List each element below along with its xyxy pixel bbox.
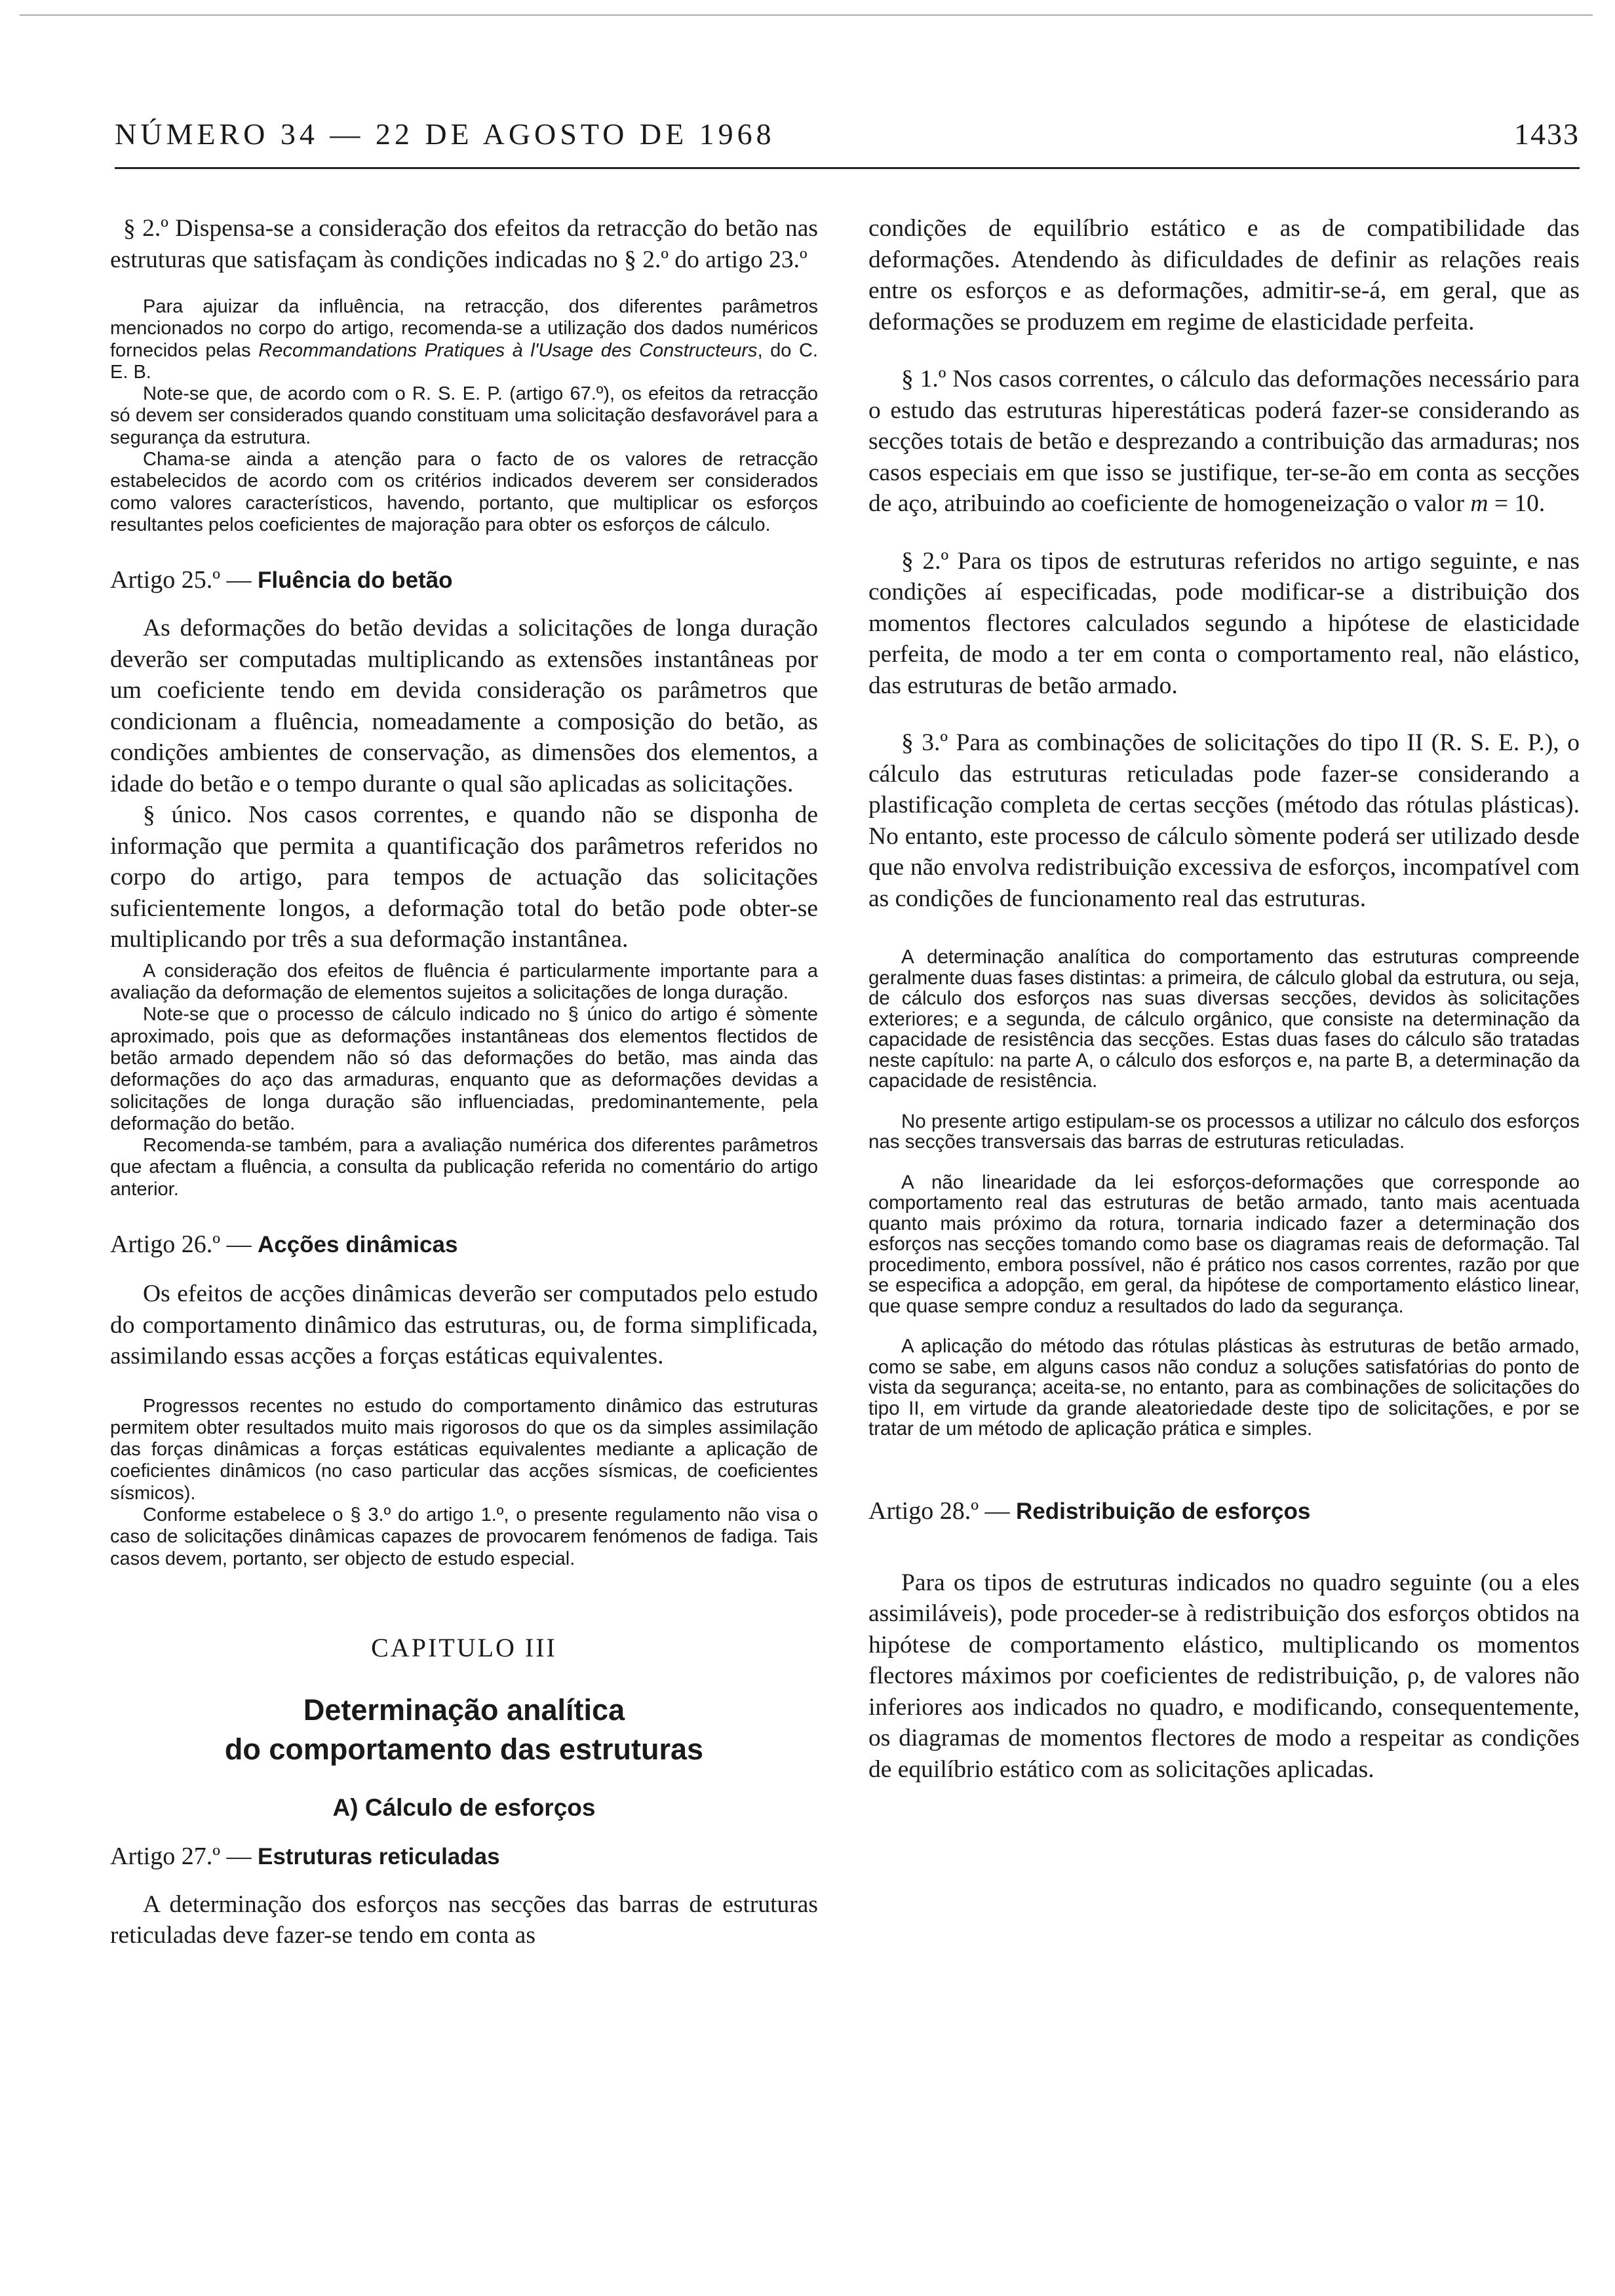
note-fluencia-3: Recomenda-se também, para a avaliação numérica dos diferentes parâmetros que afectam a fluência, a consulta da publicação referida no comentário do artigo anterior. (110, 1135, 818, 1200)
chapter-title-line-2: do comportamento das estruturas (224, 1732, 704, 1766)
page-header (115, 117, 1580, 156)
article-25-heading: Artigo 25.º — Fluência do betão (110, 566, 453, 594)
paragraph-reticuladas: A determinação dos esforços nas secções das barras de estruturas reticuladas deve fazer-se tendo em conta as (110, 1890, 818, 1949)
note-fluencia-2: Note-se que o processo de cálculo indicado no § único do artigo é sòmente aproximado, pois que as deformações instantâneas dos elementos flectidos de betão armado dependem não só das deformações do betão, mas ainda das deformações do aço das armaduras, enquanto que as deformações devidas a solicitações de longa duração são influenciadas, predominantemente, pela deformação do betão. (110, 1004, 818, 1134)
paragraph-retraccao-2: § 2.º Dispensa-se a consideração dos efeitos da retracção do betão nas estruturas que satisfaçam às condições indicadas no § 2.º do artigo 23.º (110, 215, 818, 273)
article-28-heading: Artigo 28.º — Redistribuição de esforços (868, 1497, 1311, 1525)
note-estruturas-1: A determinação analítica do comportamento das estruturas compreende geralmente duas fases distintas: a primeira, de cálculo global da estrutura, ou seja, de cálculo dos esforços nas suas diversas secções, devidos às solicitações exteriores; e a segunda, de cálculo orgânico, que consiste na determinação da capacidade de resistência das secções. Estas duas fases do cálculo são tratadas neste capítulo: na parte A, o cálculo dos esforços e, na parte B, a determinação da capacidade de resistência. (868, 946, 1580, 1092)
paragraph-dinamicas: Os efeitos de acções dinâmicas deverão ser computados pelo estudo do comportamento dinâmico das estruturas, ou, de forma simplificada, assimilando essas acções a forças estáticas equivalentes. (110, 1280, 818, 1370)
right-column (868, 213, 1580, 1785)
note-estruturas-4: A aplicação do método das rótulas plásticas às estruturas de betão armado, como se sabe, em alguns casos não conduz a soluções satisfatórias do ponto de vista da segurança; aceita-se, no entanto, para as combinações de solicitações do tipo II, em virtude da grande aleatoriedade deste tipo de solicitações, e por se tratar de um método de aplicação prática e simples. (868, 1335, 1580, 1440)
article-27-heading: Artigo 27.º — Estruturas reticuladas (110, 1842, 500, 1870)
note-dinamicas-2: Conforme estabelece o § 3.º do artigo 1.º, o presente regulamento não visa o caso de solicitações dinâmicas capazes de provocarem fenómenos de fadiga. Tais casos devem, portanto, ser objecto de estudo especial. (110, 1504, 818, 1569)
page-number: 1433 (1514, 117, 1580, 151)
paragraph-sec-1: § 1.º Nos casos correntes, o cálculo das deformações necessário para o estudo das estruturas hiperestáticas poderá fazer-se considerando as secções totais de betão e desprezando a contribuição das armaduras; nos casos especiais em que isso se justifique, ter-se-ão em conta as secções de aço, atribuindo ao coeficiente de homogeneização o valor m = 10. (868, 366, 1580, 517)
left-column (110, 213, 818, 1951)
chapter-title-line-1: Determinação analítica (303, 1693, 625, 1727)
note-retraccao-3: Chama-se ainda a atenção para o facto de os valores de retracção estabelecidos de acordo com os critérios indicados deverem ser considerados como valores característicos, havendo, portanto, que multiplicar os esforços resultantes pelos coeficientes de majoração para obter os esforços de cálculo. (110, 449, 818, 535)
note-dinamicas-1: Progressos recentes no estudo do comportamento dinâmico das estruturas permitem obter resultados muito mais rigorosos do que os da simples assimilação das forças dinâmicas a forças estáticas equivalentes mediante a aplicação de coeficientes dinâmicos (no caso particular das acções sísmicas, de coeficientes sísmicos). (110, 1395, 818, 1504)
issue-date: NÚMERO 34 — 22 DE AGOSTO DE 1968 (115, 117, 775, 151)
section-heading: A) Cálculo de esforços (332, 1793, 596, 1821)
paragraph-redistribuicao: Para os tipos de estruturas indicados no quadro seguinte (ou a eles assimiláveis), pode proceder-se à redistribuição dos esforços obtidos na hipótese de comportamento elástico, multiplicando os momentos flectores máximos por coeficientes de redistribuição, ρ, de valores não inferiores aos indicados no quadro, e modificando, consequentemente, os diagramas de momentos flectores de modo a respeitar as condições de equilíbrio estático com as solicitações aplicadas. (868, 1569, 1580, 1783)
chapter-heading: CAPITULO III (371, 1632, 557, 1662)
paragraph-fluencia-1: As deformações do betão devidas a solicitações de longa duração deverão ser computadas multiplicando as extensões instantâneas por um coeficiente tendo em devida consideração os parâmetros que condicionam a fluência, nomeadamente a composição do betão, as condições ambientes de conservação, as dimensões dos elementos, a idade do betão e o tempo durante o qual são aplicadas as solicitações. (110, 615, 818, 797)
note-retraccao-2: Note-se que, de acordo com o R. S. E. P. (artigo 67.º), os efeitos da retracção só devem ser considerados quando constituam uma solicitação desfavorável para a segurança da estrutura. (110, 383, 818, 448)
paragraph-continuation: condições de equilíbrio estático e as de compatibilidade das deformações. Atendendo às dificuldades de definir as relações reais entre os esforços e as deformações, admitir-se-á, em geral, que as deformações se produzem em regime de elasticidade perfeita. (868, 215, 1580, 335)
note-retraccao-1: Para ajuizar da influência, na retracção, dos diferentes parâmetros mencionados no corpo do artigo, recomenda-se a utilização dos dados numéricos fornecidos pelas Recommandations Pratiques à l'Usage des Constructeurs, do C. E. B. (110, 296, 818, 383)
paragraph-sec-2: § 2.º Para os tipos de estruturas referidos no artigo seguinte, e nas condições aí especificadas, pode modificar-se a distribuição dos momentos flectores calculados segundo a hipótese de elasticidade perfeita, de modo a ter em conta o comportamento real, não elástico, das estruturas de betão armado. (868, 547, 1580, 699)
header-rule (115, 167, 1580, 169)
article-26-heading: Artigo 26.º — Acções dinâmicas (110, 1231, 458, 1259)
top-edge-line (20, 14, 1593, 16)
note-estruturas-2: No presente artigo estipulam-se os processos a utilizar no cálculo dos esforços nas secções transversais das barras de estruturas reticuladas. (868, 1110, 1580, 1153)
note-estruturas-3: A não linearidade da lei esforços-deformações que corresponde ao comportamento real das estruturas de betão armado, tanto mais acentuada quanto mais próximo da rotura, tornaria indicado fazer a determinação dos esforços nas secções tomando como base os diagramas reais de deformação. Tal procedimento, embora possível, não é prático nos casos correntes, razão por que se especifica a adopção, em geral, da hipótese de comportamento elástico linear, que quase sempre conduz a resultados do lado da segurança. (868, 1171, 1580, 1317)
note-fluencia-1: A consideração dos efeitos de fluência é particularmente importante para a avaliação da deformação de elementos sujeitos a solicitações de longa duração. (110, 960, 818, 1004)
paragraph-sec-3: § 3.º Para as combinações de solicitações do tipo II (R. S. E. P.), o cálculo das estruturas reticuladas pode fazer-se considerando a plastificação completa de certas secções (método das rótulas plásticas). No entanto, este processo de cálculo sòmente poderá ser utilizado desde que não envolva redistribuição excessiva de esforços, incompatível com as condições de funcionamento real das estruturas. (868, 729, 1580, 912)
paragraph-fluencia-unico: § único. Nos casos correntes, e quando não se disponha de informação que permita a quantificação dos parâmetros referidos no corpo do artigo, para tempos de actuação das solicitações suficientemente longos, a deformação total do betão pode obter-se multiplicando por três a sua deformação instantânea. (110, 801, 818, 953)
